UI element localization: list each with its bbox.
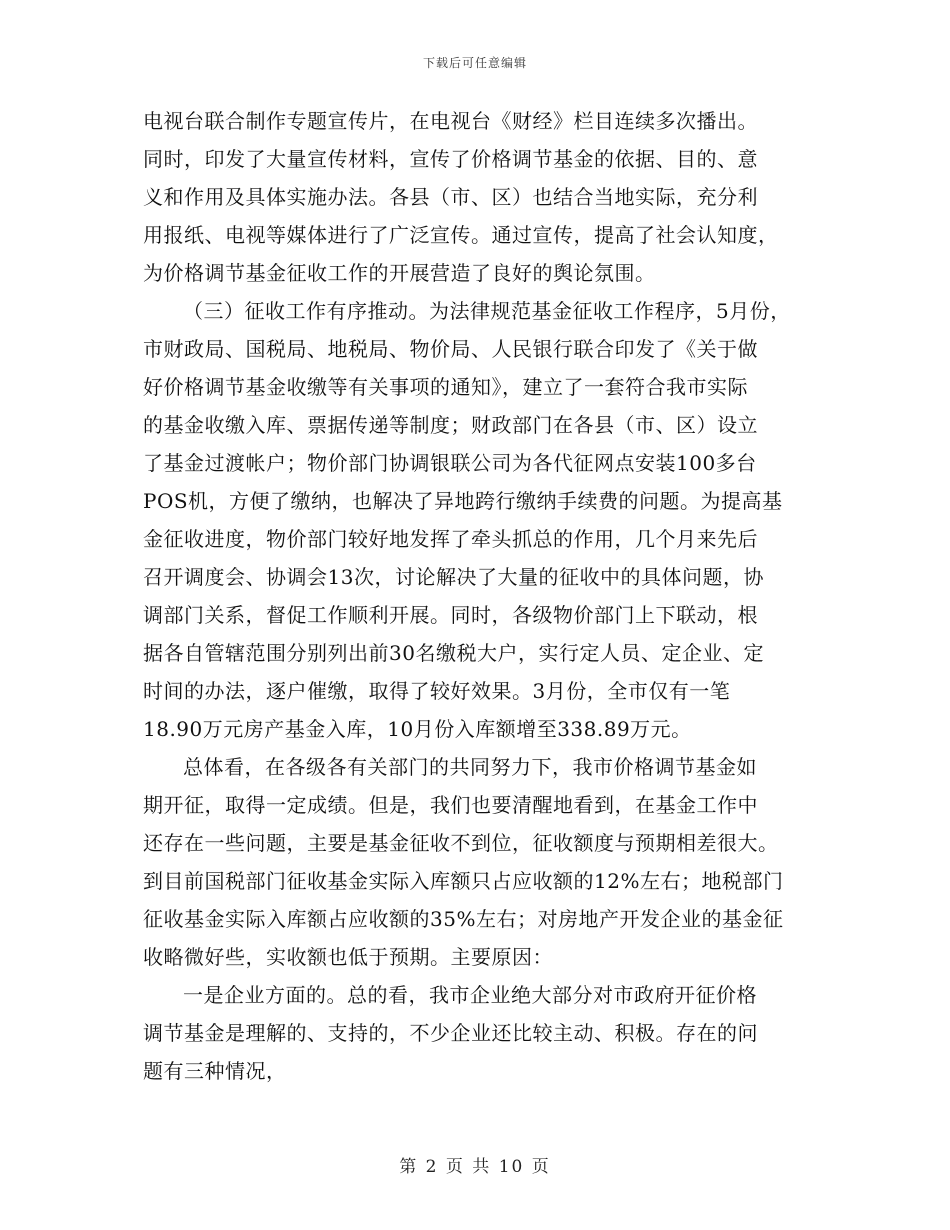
text-line: 同时，印发了大量宣传材料，宣传了价格调节基金的依据、目的、意 [143,147,758,171]
text-line: 义和作用及具体实施办法。各县（市、区）也结合当地实际，充分利 [143,185,758,209]
paragraph-start-line: 总体看，在各级各有关部门的共同努力下，我市价格调节基金如 [183,755,757,779]
text-line: 金征收进度，物价部门较好地发挥了牵头抓总的作用，几个月来先后 [143,527,758,551]
paragraph-start-line: （三）征收工作有序推动。为法律规范基金征收工作程序，5月份， [183,299,791,323]
text-line: 电视台联合制作专题宣传片，在电视台《财经》栏目连续多次播出。 [143,109,758,133]
text-line: 期开征，取得一定成绩。但是，我们也要清醒地看到，在基金工作中 [143,793,758,817]
text-line: 调节基金是理解的、支持的，不少企业还比较主动、积极。存在的问 [143,1021,758,1045]
text-line: 18.90万元房产基金入库，10月份入库额增至338.89万元。 [143,717,692,741]
text-line: 时间的办法，逐户催缴，取得了较好效果。3月份，全市仅有一笔 [143,679,731,703]
paragraph-start-line: 一是企业方面的。总的看，我市企业绝大部分对市政府开征价格 [183,983,757,1007]
text-line: 了基金过渡帐户；物价部门协调银联公司为各代征网点安装100多台 [143,451,757,475]
text-line: 收略微好些，实收额也低于预期。主要原因： [143,945,553,969]
document-body [143,102,833,1090]
text-line: 好价格调节基金收缴等有关事项的通知》，建立了一套符合我市实际 [143,375,748,399]
text-line: 的基金收缴入库、票据传递等制度；财政部门在各县（市、区）设立 [143,413,758,437]
page-number-footer: 第 2 页 共 10 页 [399,1157,551,1177]
text-line: POS机，方便了缴纳，也解决了异地跨行缴纳手续费的问题。为提高基 [143,489,783,513]
text-line: 市财政局、国税局、地税局、物价局、人民银行联合印发了《关于做 [143,337,758,361]
text-line: 为价格调节基金征收工作的开展营造了良好的舆论氛围。 [143,261,656,285]
text-line: 据各自管辖范围分别列出前30名缴税大户，实行定人员、定企业、定 [143,641,764,665]
text-line: 到目前国税部门征收基金实际入库额只占应收额的12%左右；地税部门 [143,869,784,893]
text-line: 还存在一些问题，主要是基金征收不到位，征收额度与预期相差很大。 [143,831,779,855]
text-line: 征收基金实际入库额占应收额的35%左右；对房地产开发企业的基金征 [143,907,784,931]
page-header-note: 下载后可任意编辑 [422,56,527,70]
text-line: 调部门关系，督促工作顺利开展。同时，各级物价部门上下联动，根 [143,603,758,627]
text-line: 召开调度会、协调会13次，讨论解决了大量的征收中的具体问题，协 [143,565,764,589]
text-line: 题有三种情况， [143,1059,287,1083]
text-line: 用报纸、电视等媒体进行了广泛宣传。通过宣传，提高了社会认知度， [143,223,779,247]
